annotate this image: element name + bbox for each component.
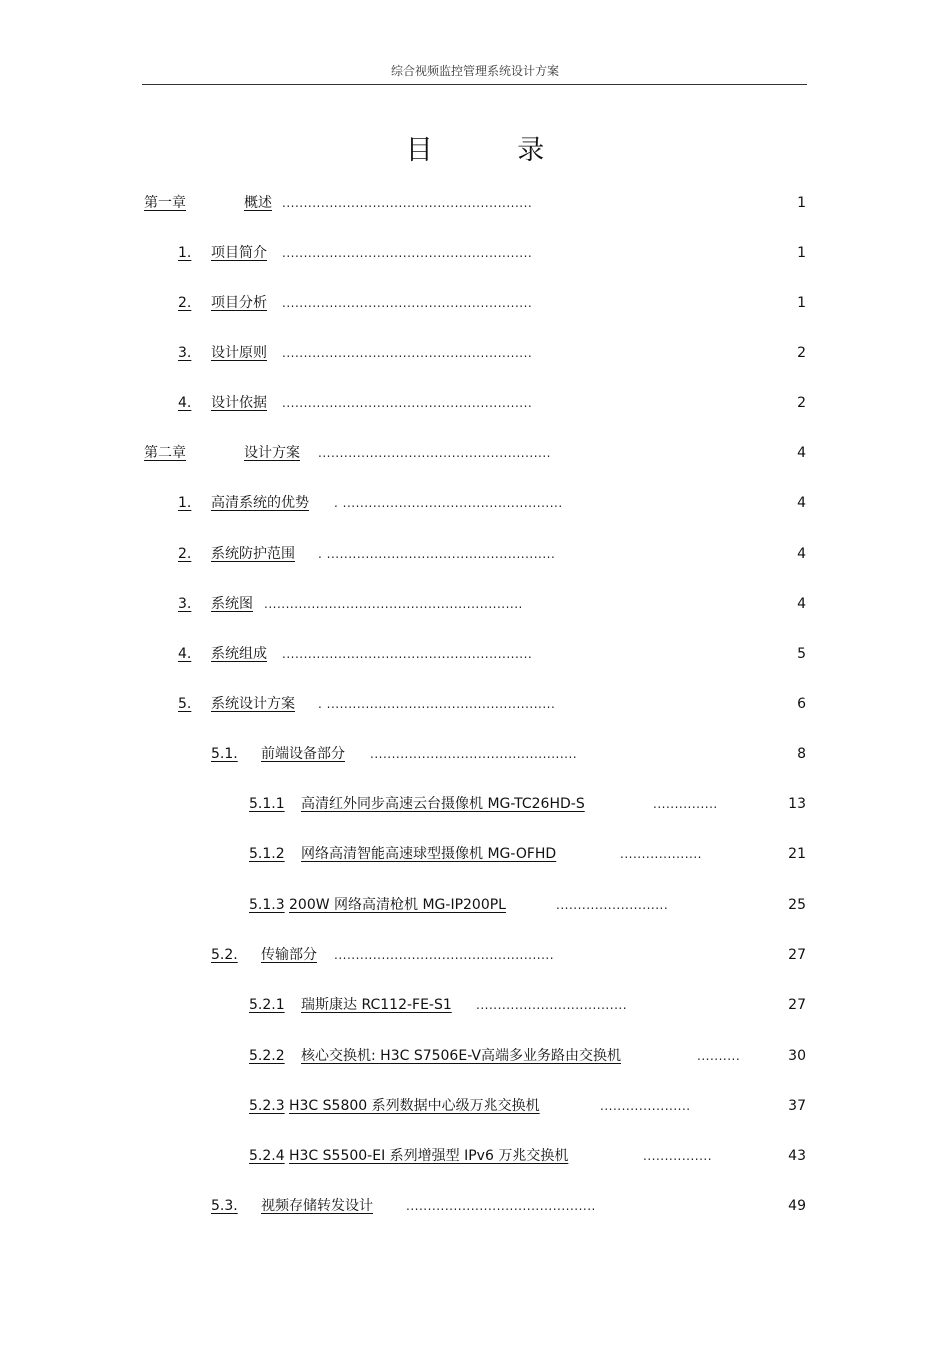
toc-leader-dots: .......................................................... bbox=[282, 647, 533, 661]
toc-entry-number: 2. bbox=[178, 546, 192, 562]
toc-entry-page: 1 bbox=[797, 245, 806, 261]
toc-entry-page: 27 bbox=[788, 947, 806, 963]
toc-entry-title: 高清系统的优势 bbox=[211, 495, 309, 511]
toc-entry-page: 2 bbox=[797, 345, 806, 361]
toc-entry-number: 5.1.3 bbox=[249, 897, 285, 913]
toc-entry-page: 6 bbox=[797, 696, 806, 712]
toc-leader-dots: ................... bbox=[620, 847, 702, 861]
toc-entry-title: 项目分析 bbox=[211, 295, 267, 311]
toc-entry-title: 系统设计方案 bbox=[211, 696, 295, 712]
toc-entry-number: 5.2.3 bbox=[249, 1098, 285, 1114]
toc-entry-title: 设计方案 bbox=[244, 445, 300, 461]
toc-leader-dots: . ..................................................... bbox=[318, 697, 556, 711]
toc-entry-page: 43 bbox=[788, 1148, 806, 1164]
toc-leader-dots: .......................................................... bbox=[282, 396, 533, 410]
toc-leader-dots: .......................................................... bbox=[282, 296, 533, 310]
toc-entry-page: 49 bbox=[788, 1198, 806, 1214]
toc-entry-page: 25 bbox=[788, 897, 806, 913]
toc-entry-page: 2 bbox=[797, 395, 806, 411]
toc-entry-title: 核心交换机: H3C S7506E-V高端多业务路由交换机 bbox=[301, 1048, 621, 1064]
toc-leader-dots: ................................................ bbox=[370, 747, 578, 761]
toc-entry-title: 系统组成 bbox=[211, 646, 267, 662]
toc-leader-dots: .......................................................... bbox=[282, 246, 533, 260]
toc-entry[interactable] bbox=[0, 894, 950, 916]
toc-entry-number: 5.2.2 bbox=[249, 1048, 285, 1064]
toc-entry[interactable] bbox=[0, 843, 950, 865]
toc-entry-number: 5.3. bbox=[211, 1198, 238, 1214]
toc-entry-title: 200W 网络高清枪机 MG-IP200PL bbox=[289, 897, 506, 913]
toc-leader-dots: .......................... bbox=[556, 898, 669, 912]
toc-leader-dots: .......................................................... bbox=[282, 346, 533, 360]
toc-entry[interactable] bbox=[0, 1045, 950, 1067]
toc-entry-number: 第一章 bbox=[144, 195, 186, 211]
toc-leader-dots: ...................................................... bbox=[318, 446, 551, 460]
toc-entry[interactable] bbox=[0, 492, 950, 514]
toc-entry-page: 8 bbox=[797, 746, 806, 762]
toc-entry-page: 37 bbox=[788, 1098, 806, 1114]
toc-entry-number: 5.1.1 bbox=[249, 796, 285, 812]
toc-entry-title: 设计原则 bbox=[211, 345, 267, 361]
toc-entry-title: 瑞斯康达 RC112-FE-S1 bbox=[301, 997, 452, 1013]
toc-entry-number: 5.2. bbox=[211, 947, 238, 963]
toc-leader-dots: ................................................... bbox=[334, 948, 555, 962]
toc-entry-number: 3. bbox=[178, 596, 192, 612]
toc-leader-dots: ............................................................ bbox=[264, 597, 523, 611]
toc-entry-title: 系统防护范围 bbox=[211, 546, 295, 562]
toc-entry-page: 27 bbox=[788, 997, 806, 1013]
toc-entry[interactable] bbox=[0, 793, 950, 815]
toc-entry-page: 30 bbox=[788, 1048, 806, 1064]
toc-entry-title: 高清红外同步高速云台摄像机 MG-TC26HD-S bbox=[301, 796, 585, 812]
toc-entry-number: 第二章 bbox=[144, 445, 186, 461]
toc-entry[interactable] bbox=[0, 643, 950, 665]
toc-entry-number: 1. bbox=[178, 245, 192, 261]
toc-entry-number: 4. bbox=[178, 395, 192, 411]
toc-leader-dots: ................................... bbox=[476, 998, 628, 1012]
toc-entry-number: 3. bbox=[178, 345, 192, 361]
toc-entry-title: H3C S5800 系列数据中心级万兆交换机 bbox=[289, 1098, 540, 1114]
toc-entry-page: 21 bbox=[788, 846, 806, 862]
toc-entry-title: 网络高清智能高速球型摄像机 MG-OFHD bbox=[301, 846, 557, 862]
toc-entry[interactable] bbox=[0, 1195, 950, 1217]
toc-entry-page: 1 bbox=[797, 195, 806, 211]
toc-entry[interactable] bbox=[0, 1095, 950, 1117]
toc-entry[interactable] bbox=[0, 944, 950, 966]
toc-entry-page: 13 bbox=[788, 796, 806, 812]
toc-entry-number: 2. bbox=[178, 295, 192, 311]
toc-entry[interactable] bbox=[0, 292, 950, 314]
toc-entry-title: 项目简介 bbox=[211, 245, 267, 261]
document-header-title: 综合视频监控管理系统设计方案 bbox=[390, 64, 559, 78]
toc-heading: 目 录 bbox=[405, 135, 583, 166]
toc-leader-dots: ............... bbox=[653, 797, 718, 811]
toc-entry-title: 传输部分 bbox=[261, 947, 317, 963]
toc-entry[interactable] bbox=[0, 994, 950, 1016]
toc-entry-chapter-2[interactable] bbox=[0, 442, 950, 464]
toc-entry[interactable] bbox=[0, 543, 950, 565]
toc-entry[interactable] bbox=[0, 242, 950, 264]
toc-entry-page: 4 bbox=[797, 445, 806, 461]
toc-entry-number: 5.1.2 bbox=[249, 846, 285, 862]
toc-entry-number: 4. bbox=[178, 646, 192, 662]
toc-entry-title: H3C S5500-EI 系列增强型 IPv6 万兆交换机 bbox=[289, 1148, 569, 1164]
toc-leader-dots: ................ bbox=[643, 1149, 713, 1163]
toc-entry-number: 5.1. bbox=[211, 746, 238, 762]
toc-entry[interactable] bbox=[0, 593, 950, 615]
toc-leader-dots: .......................................................... bbox=[282, 196, 533, 210]
toc-entry[interactable] bbox=[0, 743, 950, 765]
toc-entry-page: 5 bbox=[797, 646, 806, 662]
toc-entry-title: 设计依据 bbox=[211, 395, 267, 411]
toc-leader-dots: . ................................................... bbox=[334, 496, 563, 510]
toc-entry-number: 1. bbox=[178, 495, 192, 511]
toc-entry-page: 4 bbox=[797, 495, 806, 511]
toc-entry-title: 系统图 bbox=[211, 596, 253, 612]
toc-entry-number: 5.2.1 bbox=[249, 997, 285, 1013]
toc-leader-dots: . ..................................................... bbox=[318, 547, 556, 561]
toc-entry-page: 4 bbox=[797, 546, 806, 562]
toc-entry-title: 前端设备部分 bbox=[261, 746, 345, 762]
toc-entry-number: 5.2.4 bbox=[249, 1148, 285, 1164]
toc-entry-page: 4 bbox=[797, 596, 806, 612]
toc-leader-dots: ............................................ bbox=[406, 1199, 596, 1213]
toc-entry[interactable] bbox=[0, 693, 950, 715]
toc-leader-dots: ..................... bbox=[600, 1099, 691, 1113]
toc-entry-number: 5. bbox=[178, 696, 192, 712]
toc-entry[interactable] bbox=[0, 342, 950, 364]
toc-entry-page: 1 bbox=[797, 295, 806, 311]
toc-entry[interactable] bbox=[0, 1145, 950, 1167]
toc-entry-title: 概述 bbox=[244, 195, 272, 211]
toc-entry[interactable] bbox=[0, 392, 950, 414]
toc-leader-dots: .......... bbox=[697, 1049, 741, 1063]
toc-entry-title: 视频存储转发设计 bbox=[261, 1198, 373, 1214]
toc-entry-chapter-1[interactable] bbox=[0, 192, 950, 214]
